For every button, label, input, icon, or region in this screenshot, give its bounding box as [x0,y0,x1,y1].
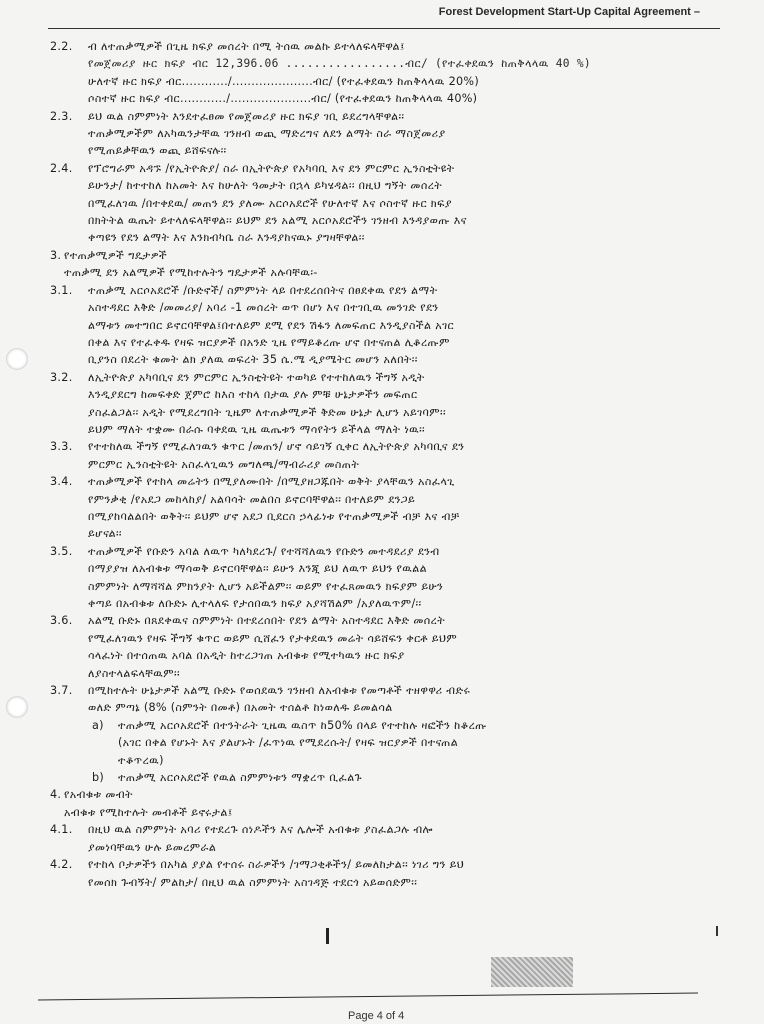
clause-line: ይህ ዉል ስምምነት እንደተፈፀመ የመጀመሪያ ዙር ክፍያ ገቢ ይደረግላቸዋል፡፡ [88,109,405,123]
clause-line: ብ ለተጠቃሚዎች በጊዜ ክፍያ መሰረት በሚ ትሰዉ መልኩ ይተላለፍላቸዋል፤ [88,40,405,53]
clause-line: የምንቃቂ /የአደጋ መከላከያ/ አልባሳት መልበስ ይኖርባቸዋል፡፡ በተለይም ደንጋይ [88,492,416,506]
clause-number: 3.3. [50,440,73,454]
clause-line: ሁለተኛ ዙር ክፍያ ብር............/.....................ብር/ (የተፈቀደዉን ከጠቅላላዉ 20%) [88,74,480,88]
clause-line: አልሚ ቡድኑ በጸደቀዉና ስምምነት በተደረሰበት የደን ልማት አስተዳደር እቅድ መሰረት [88,614,446,628]
clause-line: ለኢትዮጵያ አካባቢና ደን ምርምር ኢንስቲትዩት ተወካይ የተተከለዉን ችግኝ አዲት [88,370,425,384]
clause-3-1 [50,282,718,369]
clause-2-2 [50,38,718,108]
clause-line: ምርምር ኢንስቲትዩት አስፈላጊዉን መግለጫ/ማብራሪያ መስጠት [88,457,360,471]
agreement-body [0,38,764,891]
clause-4-2 [50,856,718,891]
header-rule [48,28,720,29]
clause-line: የሚጠይቃቸዉን ወጪ ይሸፍናሉ፡፡ [88,144,227,158]
clause-line: ያስፈልጋል፡፡ አዲት የሚደረግበት ጊዜም ለተጠቃሚዎች ቅድመ ሁኔታ ሊሆን አይገባም፡፡ [88,405,446,419]
clause-line: የፕሮግራም አዳኙ /የኢትዮጵያ/ ስራ በኢትዮጵያ የአካባቢ እና ደን ምርምር ኢንስቲትዩት [88,161,455,175]
sub-clause-letter: b) [92,771,105,785]
footer-rule [38,993,698,1001]
section-4-heading [50,786,714,803]
clause-3-2 [50,369,718,439]
clause-line: ቢያንስ በደረት ቁመት ልክ ያለዉ ወፍረት 35 ሴ.ሜ ዲያሜትር መሆን አለበት፡፡ [88,353,418,367]
clause-line: የሚፈለገዉን የዛፍ ችግኝ ቁጥር ወይም ሲሸፈን የታቀደዉን መሬት ሳይሸፍን ቀርቶ ይህም [88,631,458,645]
clause-line: ሶስተኛ ዙር ክፍያ ብር............/.....................ብር/ (የተፈቀደዉን ከጠቅላላዉ 40%) [88,92,478,106]
clause-line: ይሁንታ/ ከተተከለ ከአመት እና ከሁለት ዓመታት በኋላ ይካሄዳል፡፡ በዚህ ግኝት መሰረት [88,179,443,193]
section-number: 4. [50,788,62,802]
clause-line: በሚፈለገዉ /በተቀደዉ/ መጠን ደን ያለሙ አርሶአደሮች የሁለተኛ እና ሶስተኛ ዙር ክፍያ [88,196,452,210]
clause-4-1 [50,821,718,856]
sub-clause-letter: a) [92,718,104,732]
clause-number: 3.7. [50,684,73,698]
clause-line: የመጀመሪያ ዙር ክፍያ ብር 12,396.06 .................ብር/ (የተፈቀደዉን ከጠቅላላዉ 40 %) [88,57,591,71]
section-number: 3. [50,248,62,262]
pen-mark [326,928,329,944]
clause-number: 2.2. [50,40,73,53]
page-number: Page 4 of 4 [348,1010,405,1022]
margin-tick [716,926,718,936]
clause-2-4 [50,160,718,247]
clause-line: ያመነባቸዉን ሁሉ ይመረምራል [88,840,217,854]
clause-number: 2.4. [50,161,73,175]
clause-number: 3.5. [50,544,73,558]
smudged-stamp [491,957,573,987]
clause-number: 2.3. [50,109,73,123]
section-3-heading [50,247,714,264]
clause-number: 4.1. [50,823,73,837]
clause-line: በሚያከባልልበት ወቅት፡፡ ይህም ሆኖ አደጋ ቢደርስ ኃላፊነቱ የተጠቃሚዎች ብቻ እና ብቻ [88,509,460,523]
clause-line: የተተከለዉ ችግኝ የሚፈለገዉን ቁጥር /መጠን/ ሆኖ ሳይገኝ ሲቀር ለኢትዮጵያ አካባቢና ደን [88,440,465,454]
section-3-intro [64,264,714,281]
clause-line: ሳላፈነት በተሰጠዉ አባል በአዲት ከተረጋገጠ አብቁቱ የሚተካዉን ዙር ክፍያ [88,649,405,663]
clause-number: 3.2. [50,370,73,384]
section-title: የተጠቃሚዎች ግዴታዎች [64,248,168,262]
clause-line: አስተዳደር እቅድ /መመሪያ/ አባሪ -1 መሰረት ወጥ በሆነ እና በተገቢዉ መንገድ የደን [88,301,439,315]
clause-2-3 [50,108,718,160]
clause-line: በዚህ ዉል ስምምነት አባሪ የተደረጉ ሰነዶችን እና ሌሎች አብቁቱ ያስፈልጋሉ ብሎ [88,823,433,837]
clause-line: በቀል እና የተፈቀዱ የዛፍ ዝርያዎች በአንድ ጊዜ የማይቆረጡ ሆኖ በተናጠል ሊቆረጡም [88,335,450,349]
clause-number: 4.2. [50,858,73,872]
clause-line: ይሆናል፡፡ [88,527,122,541]
section-title: የአብቁቱ መብት [64,788,133,802]
clause-line: ለያስተላልፍላቸዉም፡፡ [88,666,180,680]
clause-number: 3.1. [50,283,73,297]
clause-line: ይህም ማለት ተቋሙ በራሱ ባቀደዉ ጊዜ ዉጤቱን ማሳየትን ይችላል ማለት ነዉ፡፡ [88,422,425,436]
section-4-intro [64,804,714,821]
clause-line: ወለድ ምጣኔ (8% (ስምንት በመቶ) በአመት ተሰልቶ ከነወለዱ ይመልሳል [88,701,393,715]
clause-line: ተጠቃሚዎች የተከላ መሬትን በሚያለሙበት /በሚያዘጋጁበት ወቅት ያላቸዉን አስፈላጊ [88,475,455,489]
clause-3-5 [50,543,718,613]
clause-number: 3.4. [50,475,73,489]
clause-3-3 [50,438,718,473]
clause-line: በሚከተሉት ሁኔታዎች አልሚ ቡድኑ የወሰደዉን ገንዘብ ለአብቁቱ የመጣቶች ተዘዋዋሪ ብድሩ [88,684,471,698]
clause-line: ተቆጥረዉ) [118,753,164,767]
clause-line: ስምምነት ለማሻሻል ምክንያት ሊሆን አይችልም፡፡ ወይም የተፈጸመዉን ክፍያም ይሁን [88,579,444,593]
clause-line: (አገር በቀል የሆኑት እና ያልሆኑት /ፈጥነዉ የሚደረሱት/ የዛፍ ዝርያዎች በተናጠል [118,736,459,750]
clause-3-7 [50,682,718,717]
clause-line: ተጠቃሚ አርሶአደሮች በተንትራት ጊዜዉ ዉስጥ ከ50% በላይ የተተከሉ ዛፎችን ከቆረጡ [118,718,487,732]
clause-line: በክትትል ዉጤት ይተላለፍላቸዋል፡፡ ይህም ደን አልሚ አርሶአደሮችን ገንዘብ እንዳያወጡ እና [88,214,467,228]
clause-line: ተጠቃሚ አርሶአደሮች የዉል ስምምነቱን ማቋረጥ ቢፈልጉ [118,771,362,785]
clause-line: በማያያዝ ለአብቁቱ ማሳወቅ ይኖርባቸዋል፡፡ ይሁን እንጂ ይህ ለዉጥ ይህን የዉልል [88,562,428,576]
clause-3-6 [50,612,718,682]
clause-line: ቀጣይ በአብቁቱ ለቡድኑ ሊተላለፍ የታሰበዉን ክፍያ አያሻሽልም /አያለዉጥም/፡፡ [88,597,422,610]
clause-line: ልማቱን መተግበር ይኖርባቸዋል፤በተለይም ደሚ የደን ሽፋን ለመፍጠር እንዲያስችል አገር [88,318,455,332]
clause-3-4 [50,473,718,543]
section-intro: አብቁቱ የሚከተሉት መብቶች ይኖሩታል፤ [64,805,233,819]
clause-3-7-a [92,717,718,769]
clause-line: ተጠቃሚዎች የቡድን አባል ለዉጥ ካለካደረጉ/ የተሻሻለዉን የቡድን መተዳደሪያ ደንብ [88,544,440,558]
clause-number: 3.6. [50,614,73,628]
clause-line: ተጠቃሚዎችም ለአካዉንታቸዉ ገንዘብ ወጪ ማድረግና ለደን ልማት ስራ ማስጀመሪያ [88,127,446,141]
page-header: Forest Development Start-Up Capital Agreement – [438,6,700,18]
clause-line: የተከላ ቦታዎችን በአካል ያያል የተሰሩ ስራዎችን /ገማጋቂቶችን/ ይመለከታል፡፡ ነገሪ ግን ይህ [88,858,465,872]
clause-3-7-b [92,769,718,786]
section-intro: ተጠቃሚ ደን አልሚዎች የሚከተሉትን ግዴታዎች አሉባቸዉ፡- [64,266,318,280]
clause-line: እንዲያደርግ ከመፍቀድ ጀምሮ ከእስ ተከላ በታዉ ያሉ ምቹ ሁኔታዎችን መፍጠር [88,388,418,402]
clause-line: የመሰክ ጉብኝት/ ምልከታ/ በዚህ ዉል ስምምነት አስገዳጅ ተደርጎ አይወሰድም፡፡ [88,875,418,889]
clause-line: ተጠቃሚ አርሶአደሮች /ቡድኖች/ ስምምነት ላይ በተደረሰበትና በፀደቀዉ የደን ልማት [88,283,438,297]
clause-line: ቀጣዩን የደን ልማት እና እንክብካቤ ስራ እንዳያከናዉኑ ያግዛቸዋል፡፡ [88,231,365,245]
